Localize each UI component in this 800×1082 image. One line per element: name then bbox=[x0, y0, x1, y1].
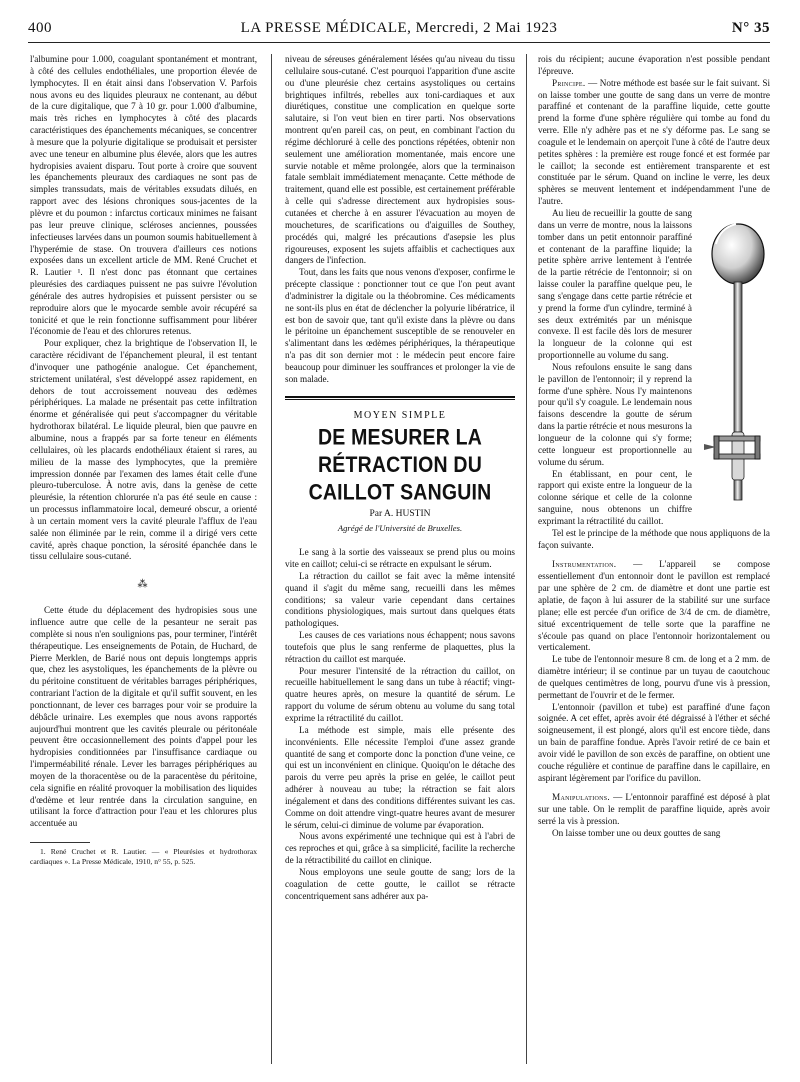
page-number: 400 bbox=[28, 20, 52, 36]
funnel-apparatus-illustration bbox=[700, 214, 770, 504]
column-1 bbox=[30, 54, 257, 1064]
footnote: 1. René Cruchet et R. Lautier. — « Pleurésies et hydrothorax cardiaques ». La Presse Médicale, 1910, n° 55, p. 525. bbox=[30, 847, 257, 866]
issue-number: N° 35 bbox=[731, 20, 770, 36]
paragraph: Nous avons expérimenté une technique qui est à l'abri de ces reproches et qui, grâce à sa simplicité, facilite la recherche de la rétractibilité du caillot en clinique. bbox=[285, 831, 515, 866]
paragraph: Au lieu de recueillir la goutte de sang dans un verre de montre, nous la laissons tomber dans un petit entonnoir paraffiné et contenant de la paraffine liquide; la petite sphère arrive lentement à l'entrée de la partie rétrécie de l'entonnoir; si on laisse couler la paraffine quelque peu, le sang s'engage dans cette partie rétrécie et y prend la forme d'un cylindre, terminé à ses deux extrémités par un ménisque convexe. Il est facile dès lors de mesurer la longueur de la colonne qui est proportionnelle au volume du sang. bbox=[538, 207, 692, 361]
section-label: Instrumentation. bbox=[552, 559, 617, 570]
paragraph: Cette étude du déplacement des hydropisies sous une influence autre que celle de la pesanteur ne serait pas complète si nous n'en soulignions pas, pour terminer, l'intérêt thérapeutique. Les enseignements de Potain, de Huchard, de Pierre Merklen, de Barié nous ont depuis longtemps appris que, chez les asystoliques, les épanchements de la plèvre ou du péritoine constituent de véritables barrages périphériques, contrariant l'action de la digitale et qu'il suffit souvent, en les ponctionnant, de lever ces barrages pour voir se produire la débâcle urinaire. Les exemples que nous avons rapportés aujourd'hui montrent que les cavités pleurale ou péritonéale peuvent être occasionnellement des points d'appel pour les hydropisies conditionnées par l'insuffisance cardiaque ou l'imperméabilité rénale. Lever les barrages périphériques au moyen de la thoracentèse ou de la paracentèse du péritoine, cela signifie en réalité provoquer la mobilisation des liquides d'œdème et leur rentrée dans la circulation sanguine, en utilisant la force d'attraction pour l'eau et les chlorures plus accentuée au bbox=[30, 605, 257, 829]
paragraph: Nous refoulons ensuite le sang dans le pavillon de l'entonnoir; il y reprend la forme d'une sphère. Nous l'y maintenons pour qu'il s'y coagule. Le lendemain nous faisons descendre la goutte de sérum dans la partie rétrécie et nous mesurons la longueur de la colonne qui s'y forme; cette longueur est proportionnelle au volume du sérum. bbox=[538, 361, 692, 467]
paragraph: rois du récipient; aucune évaporation n'est possible pendant l'épreuve. bbox=[538, 54, 770, 76]
paragraph: Principe. — Notre méthode est basée sur le fait suivant. Si on laisse tomber une goutte de sang dans un verre de montre paraffiné et contenant de la paraffine liquide, cette goutte prend la forme d'une sphère régulière qui tombe au fond du verre. Elle n'y adhère pas et ne s'y déforme pas. Le sang se coagule et le lendemain on aperçoit l'une à côté de l'autre deux petites sphères : la première est rouge foncé et est formée par le caillot; la seconde est entièrement transparente et est constituée par le sérum. Quand on incline le verre, les deux sphères se meuvent lentement et indépendamment l'une de l'autre. bbox=[538, 77, 770, 207]
column-divider bbox=[271, 54, 272, 1064]
page-header bbox=[28, 20, 770, 40]
funnel-apparatus-figure bbox=[700, 214, 770, 504]
paragraph: En établissant, en pour cent, le rapport qui existe entre la longueur de la colonne sérique et celle de la colonne sanguine, nous obtenons un chiffre exprimant la rétractilité du caillot. bbox=[538, 468, 692, 526]
paragraph: l'albumine pour 1.000, coagulant spontanément et montrant, à côté des cellules endothéliales, une proportion élevée de lymphocytes. Il en était ainsi dans l'observation V. Parfois nous avons eu des liquides pleuraux ne contenant, au début de la cure digitalique, que 7 à 10 gr. pour 1.000 d'albumine, mais très riches en lymphocytes à côté des placards caractéristiques des épanchements mécaniques, se concentrer à mesure que la polyurie digitalique se produisait et persister avec une teneur en albumine plus élevée, alors que les autres hydropisies avaient disparu. Tout porte à croire que souvent les épanchements pleuraux des cardiaques ne sont pas de simples transsudats, mais de véritables exsudats dilués, en rapport avec des lésions chroniques sous-jacentes de la plèvre et du poumon : infarctus corticaux minimes ne faisant pas leur preuve clinique, scléroses anciennes, poussées infectieuses larvées dans un poumon soumis habituellement à l'hyperémie de stase. On trouvera d'ailleurs ces notions exposées dans un excellent article de MM. René Cruchet et R. Lautier ¹. Il n'est donc pas étonnant que certaines pleurésies des cardiaques puissent ne pas suivre l'évolution générale des autres hydropisies et puissent persister ou se reproduire alors que le myocarde semble avoir récupéré sa tonicité et que le rein fonctionne suffisamment pour libérer l'économie de l'eau et des chlorures retenus. bbox=[30, 54, 257, 337]
paragraph: Nous employons une seule goutte de sang; lors de la coagulation de cette goutte, le caillot se rétracte concentriquement sans adhérer aux pa- bbox=[285, 866, 515, 901]
paragraph: Le sang à la sortie des vaisseaux se prend plus ou moins vite en caillot; celui-ci se rétracte en expulsant le sérum. bbox=[285, 547, 515, 569]
paragraph: La rétraction du caillot se fait avec la même intensité quand il s'agit du même sang, recueilli dans les mêmes conditions; sa valeur varie cependant dans certaines conditions physiologiques, mais surtout dans quelques états pathologiques. bbox=[285, 570, 515, 629]
column-3 bbox=[538, 54, 770, 1064]
paragraph: Instrumentation. — L'appareil se compose essentiellement d'un entonnoir dont le pavillon est remplacé par une sphère de 2 cm. de diamètre et dont une partie est aplatie, de façon à lui assurer de la stabilité sur une surface plane; elle est percée d'un orifice de 3/4 de cm. de diamètre, situé excentriquement de telle sorte que la paraffine ne s'écoule pas quand on place l'entonnoir horizontalement ou verticalement. bbox=[538, 559, 770, 653]
footnote-rule bbox=[30, 842, 90, 843]
paragraph: Pour mesurer l'intensité de la rétraction du caillot, on recueille habituellement le sang dans un tube à réactif; vingt-quatre heures après, on mesure la quantité de sérum. Le rapport du volume de sérum obtenu au volume du sang total exprime la rétractilité du caillot. bbox=[285, 665, 515, 723]
column-divider bbox=[526, 54, 527, 1064]
section-separator: ⁂ bbox=[137, 579, 150, 591]
paragraph: On laisse tomber une ou deux gouttes de sang bbox=[552, 828, 721, 838]
column-2 bbox=[285, 54, 515, 1064]
author-affiliation: Agrégé de l'Université de Bruxelles. bbox=[337, 523, 463, 534]
article-kicker: MOYEN SIMPLE bbox=[353, 409, 447, 421]
paragraph: Tel est le principe de la méthode que nous appliquons de la façon suivante. bbox=[538, 527, 770, 550]
paragraph: La méthode est simple, mais elle présente des inconvénients. Elle nécessite l'emploi d'une assez grande quantité de sang et comporte donc la ponction d'une veine, ce qui est un inconvénient en clinique. Quoiqu'on le détache des parois du verre peu après la prise en gelée, le caillot peut adhérer à nouveau au tube; la rétraction se fait alors inégalement et dans des conditions différentes suivant les cas. Comme on doit attendre vingt-quatre heures avant de mesurer le sérum, celui-ci diminue de volume par évaporation. bbox=[285, 724, 515, 830]
paragraph: Le tube de l'entonnoir mesure 8 cm. de long et a 2 mm. de diamètre intérieur; il se continue par un tuyau de caoutchouc de quelques centimètres de long, pourvu d'une vis à pression, permettant de l'ouvrir et de le fermer. bbox=[538, 654, 770, 700]
article-rule bbox=[285, 399, 515, 400]
article-byline: Par A. HUSTIN bbox=[369, 509, 431, 520]
section-label: Manipulations. bbox=[552, 792, 610, 803]
paragraph: L'entonnoir (pavillon et tube) est paraffiné d'une façon soignée. A cet effet, après avoir été dégraissé à l'éther et séché soigneusement, il est plongé, alors qu'il est encore tiède, dans un bain de paraffine fondue. Après l'avoir retiré de ce bain et avoir vidé le pavillon de son excès de paraffine, on obtient une couche régulière et continue de paraffine dans le capillaire, en aspirant légèrement par l'orifice du pavillon. bbox=[538, 701, 770, 783]
paragraph: niveau de séreuses généralement lésées qu'au niveau du tissu cellulaire sous-cutané. C'est pourquoi l'apparition d'une ascite ou d'une pleurésie chez certains asystoliques ou certains brightiques infiltrés, rebelles aux toni-cardiaques et aux diurétiques, constitue une complication en quelque sorte salutaire, si l'on veut bien en tirer parti. Nos observations montrent qu'en pareil cas, on peut, en combinant l'action du régime déchloruré à celle des ponctions répétées, obtenir non seulement une amélioration momentanée, mais encore une survie notable et même prolongée, alors que la terminaison fatale semblait immédiatement menaçante. Cette méthode de traitement, quand elle est possible, est certainement préférable à celle qui s'adresse directement aux hydropisies sous-cutanées et cherche à en assurer l'évacuation au moyen de mouchetures, de scarifications ou d'aiguilles de Southey, procédés qui, malgré les précautions d'asepsie les plus rigoureuses, exposent les sujets affaiblis et cachectiques aux dangers de l'infection. bbox=[285, 54, 515, 266]
paragraph: Les causes de ces variations nous échappent; nous savons toutefois que plus le sang renferme de plaquettes, plus la rétraction du caillot est marquée. bbox=[285, 630, 515, 664]
article-rule bbox=[285, 396, 515, 398]
journal-title: LA PRESSE MÉDICALE, Mercredi, 2 Mai 1923 bbox=[240, 20, 558, 36]
paragraph: Pour expliquer, chez la brightique de l'observation II, le caractère récidivant de l'épanchement pleural, il est tentant d'invoquer une pathogénie analogue. Cet épanchement, strictement unilatéral, s'est développé assez rapidement, en dehors de tout accroissement nouveau des œdèmes périphériques. La malade ne présentait pas cette infiltration énorme et généralisée qui peut s'accompagner du véritable hydrothorax bilatéral. Le liquide pleural, bien que pauvre en albumine, nous a frappés par sa forte teneur en éléments cellulaires, où les placards endothéliaux étaient si rares, au milieu de la masse des lymphocytes, que la première impression donnée par l'examen des lames était celle d'une pleuro-tuberculose. À notre avis, dans la genèse de cette pleurésie, la rétention chlorurée n'a pas été seule en cause : un processus inflammatoire local, demeuré obscur, a orienté à un certain moment vers la cavité pleurale l'afflux de l'eau salée non éliminée par le rein, comme il a dirigé vers cette cavité, après chaque ponction, la sérosité épanchée dans le tissu cellulaire sous-cutané. bbox=[30, 338, 257, 562]
article-headline: DE MESURER LA RÉTRACTION DU CAILLOT SANGUIN bbox=[308, 425, 492, 506]
header-rule bbox=[28, 42, 770, 43]
paragraph: Manipulations. — L'entonnoir paraffiné est déposé à plat sur une table. On le remplit de paraffine liquide, après avoir serré la vis à pression. bbox=[538, 792, 770, 827]
paragraph: Tout, dans les faits que nous venons d'exposer, confirme le précepte classique : ponctionner tout ce que l'on peut avant d'administrer la digitale ou la théobromine. Ces médicaments ne sont-ils plus en état de déclencher la polyurie libératrice, il est bon de savoir que, tant qu'il existe dans la plèvre ou dans le péritoine un épanchement susceptible de se renouveler en s'alimentant dans les œdèmes périphériques, la thérapeutique n'a pas dit son dernier mot : le médecin peut encore faire beaucoup pour diminuer les souffrances et prolonger la vie de son malade. bbox=[285, 267, 515, 384]
section-label: Principe. bbox=[552, 77, 586, 88]
